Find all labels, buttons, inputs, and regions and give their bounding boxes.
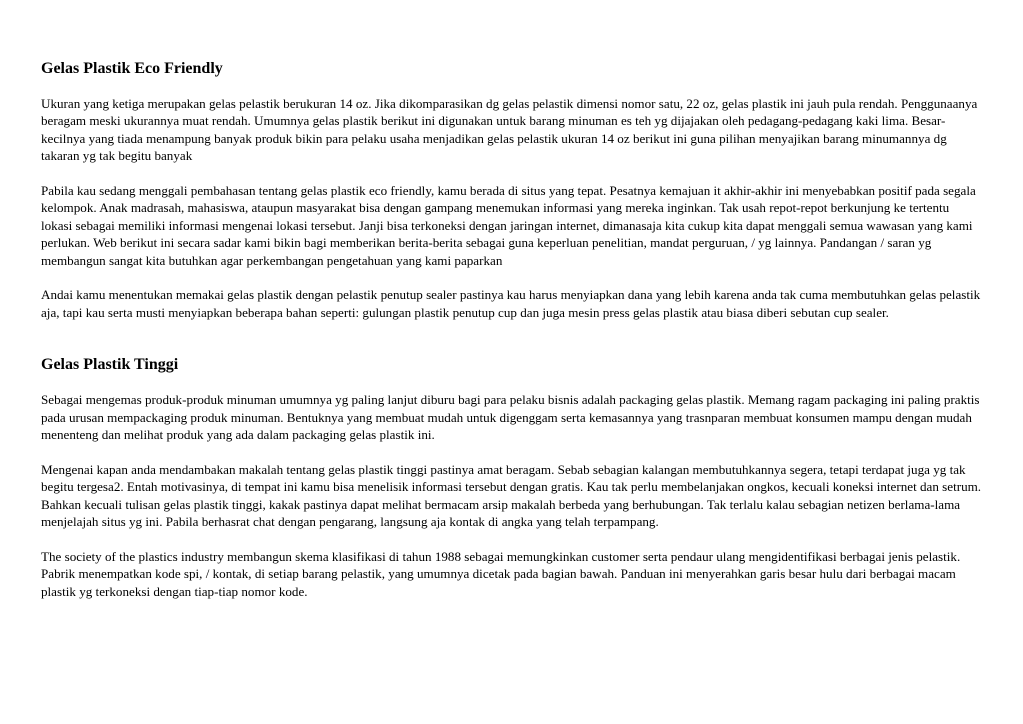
section-plastik-tinggi [41,355,983,600]
section-heading: Gelas Plastik Tinggi [41,356,179,374]
paragraph: The society of the plastics industry membangun skema klasifikasi di tahun 1988 sebagai memungkinkan customer serta pendaur ulang mengidentifikasi berbagai jenis pelastik. Pabrik menempatkan kode spi, / kontak, di setiap barang pelastik, yang umumnya dicetak pada bagian bawah. Panduan ini menyerahkan garis besar hulu dari berbagai macam plastik yg terkoneksi dengan tiap-tiap nomor kode. [41,548,961,599]
section-eco-friendly [41,59,983,321]
paragraph: Pabila kau sedang menggali pembahasan tentang gelas plastik eco friendly, kamu berada di situs yang tepat. Pesatnya kemajuan it akhir-akhir ini menyebabkan positif pada segala kelompok. Anak madrasah, mahasiswa, ataupun masyarakat bisa dengan gampang menemukan informasi yang mereka inginkan. Tak usah repot-repot berkunjung ke tertentu lokasi sebagai memiliki informasi mengenai lokasi tersebut. Janji bisa terkoneksi dengan jaringan internet, dimanasaja kita cukup kita dapat menggali semua wawasan yang kami perlukan. Web berikut ini secara sadar kami bikin bagi memberikan berita-berita sebagai guna keperluan penelitian, mandat perguruan, / yg lainnya. Pandangan / saran yg membangun sangat kita butuhkan agar perkembangan pengetahuan yang kami paparkan [41,183,976,268]
document-page [41,59,983,617]
paragraph: Mengenai kapan anda mendambakan makalah tentang gelas plastik tinggi pastinya amat beragam. Sebab sebagian kalangan membutuhkannya segera, tetapi terdapat juga yg tak begitu tergesa2. Entah motivasinya, di tempat ini kamu bisa menelisik informasi tersebut dengan gratis. Kau tak perlu membelanjakan ongkos, kecuali koneksi internet dan setrum. Bahkan kecuali tulisan gelas plastik tinggi, kakak pastinya dapat melihat bermacam arsip makalah berbeda yang berhubungan. Tak terlalu kalau sebagian netizen berlama-lama menjelajah situs yg ini. Pabila berhasrat chat dengan pengarang, langsung aja kontak di angka yang telah terpampang. [41,461,982,530]
section-heading: Gelas Plastik Eco Friendly [41,60,223,77]
paragraph: Ukuran yang ketiga merupakan gelas pelastik berukuran 14 oz. Jika dikomparasikan dg gelas pelastik dimensi nomor satu, 22 oz, gelas plastik ini jauh pula rendah. Penggunaanya beragam meski ukurannya muat rendah. Umumnya gelas plastik berikut ini digunakan untuk barang minuman es teh yg dijajakan oleh pedagang-pedagang kaki lima. Besar-kecilnya yang tiada menampung banyak produk bikin para pelaku usaha menjadikan gelas pelastik ukuran 14 oz berikut ini guna pilihan menyajikan barang minumannya dg takaran yg tak begitu banyak [41,96,978,164]
paragraph: Sebagai mengemas produk-produk minuman umumnya yg paling lanjut diburu bagi para pelaku bisnis adalah packaging gelas plastik. Memang ragam packaging ini paling praktis pada urusan mempackaging produk minuman. Bentuknya yang membuat mudah untuk digenggam serta kemasannya yang trasnparan membuat konsumen mampu dengan mudah menenteng dan melihat produk yang ada dalam packaging gelas plastik ini. [41,392,980,443]
paragraph: Andai kamu menentukan memakai gelas plastik dengan pelastik penutup sealer pastinya kau harus menyiapkan dana yang lebih karena anda tak cuma membutuhkan gelas pelastik aja, tapi kau serta musti menyiapkan beberapa bahan seperti: gulungan plastik penutup cup dan juga mesin press gelas plastik atau biasa diberi sebutan cup sealer. [41,287,981,320]
